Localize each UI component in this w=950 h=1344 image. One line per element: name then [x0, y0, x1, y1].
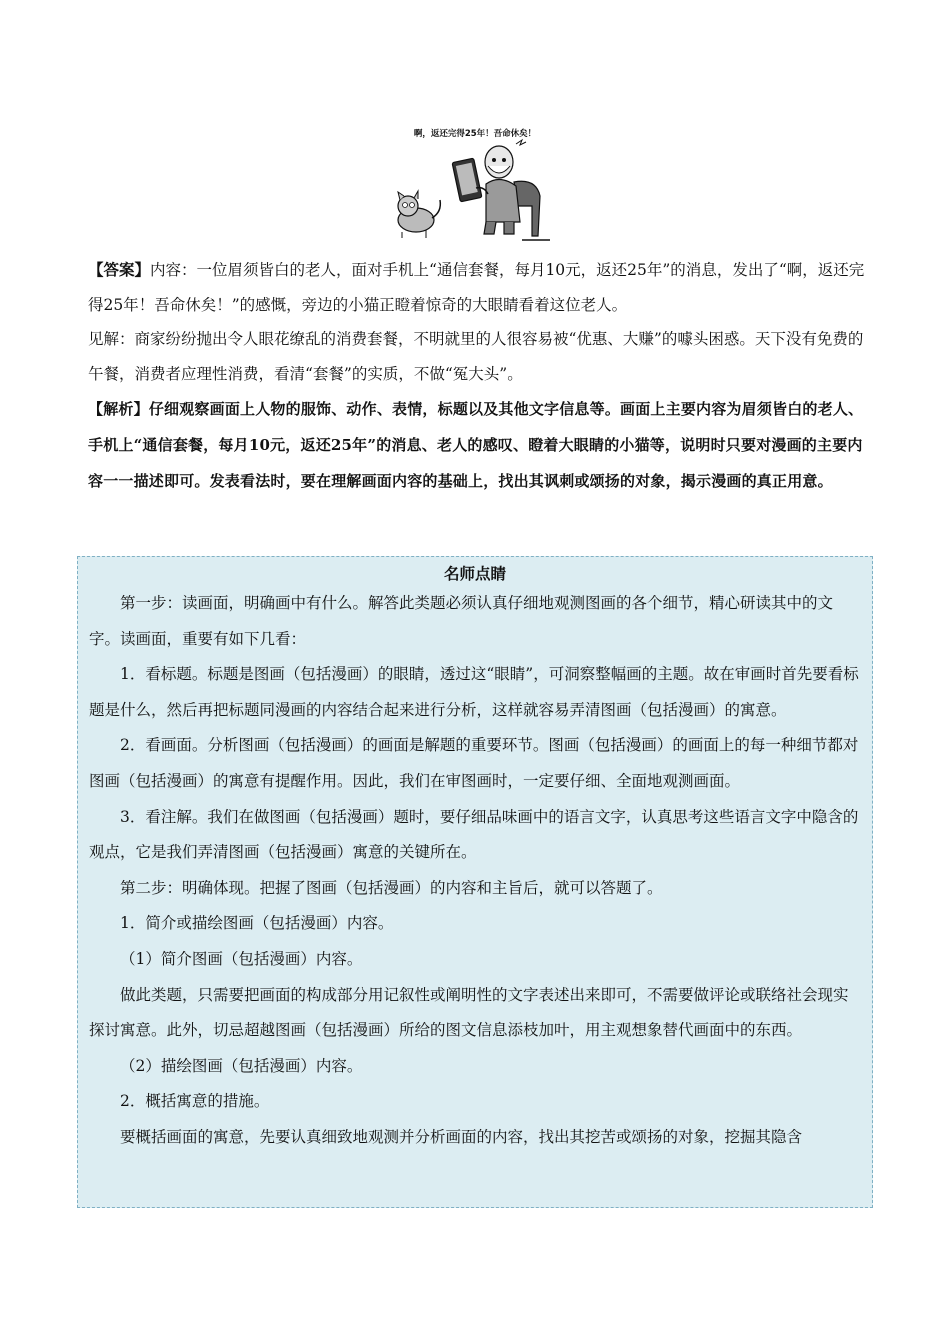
tips-body [78, 586, 872, 1156]
answer-text: 内容：一位眉须皆白的老人，面对手机上“通信套餐，每月10元，返还25年”的消息，发出了“啊，返还完得25年！吾命休矣！”的感慨，旁边的小猫正瞪着惊奇的大眼睛看着这位老人。 [88, 261, 865, 314]
cartoon-caption: 啊，返还完得25年！吾命休矣！ [413, 129, 537, 139]
tips-paragraph: 做此类题，只需要把画面的构成部分用记叙性或阐明性的文字表述出来即可，不需要做评论或联络社会现实探讨寓意。此外，切忌超越图画（包括漫画）所给的图文信息添枝加叶，用主观想象替代画面中的东西。 [89, 985, 849, 1040]
answer-label: 【答案】 [88, 260, 151, 279]
tips-paragraph: 2．概括寓意的措施。 [120, 1092, 270, 1111]
cartoon-old-man-phone-cat-illustration [382, 122, 568, 244]
tips-paragraph: 第一步：读画面，明确画中有什么。解答此类题必须认真仔细地观测图画的各个细节，精心研读其中的文字。读画面，重要有如下几看： [89, 594, 834, 648]
tips-paragraph: 2．看画面。分析图画（包括漫画）的画面是解题的重要环节。图画（包括漫画）的画面上的每一种细节都对图画（包括漫画）的寓意有提醒作用。因此，我们在审图画时，一定要仔细、全面地观测画面。 [89, 736, 859, 790]
tips-paragraph: 1．看标题。标题是图画（包括漫画）的眼睛，透过这“眼睛”，可洞察整幅画的主题。故在审画时首先要看标题是什么，然后再把标题同漫画的内容结合起来进行分析，这样就容易弄清图画（包括漫画）的寓意。 [89, 665, 859, 719]
tips-paragraph: 3．看注解。我们在做图画（包括漫画）题时，要仔细品味画中的语言文字，认真思考这些语言文字中隐含的观点，它是我们弄清图画（包括漫画）寓意的关键所在。 [89, 807, 859, 862]
tips-title: 名师点睛 [443, 564, 506, 583]
cartoon-illustration [382, 122, 568, 244]
tips-paragraph: 第二步：明确体现。把握了图画（包括漫画）的内容和主旨后，就可以答题了。 [120, 878, 663, 897]
teacher-tips-box [77, 556, 873, 1208]
opinion-paragraph: 见解：商家纷纷抛出令人眼花缭乱的消费套餐，不明就里的人很容易被“优惠、大赚”的噱头困惑。天下没有免费的午餐，消费者应理性消费，看清“套餐”的实质，不做“冤大头”。 [88, 330, 864, 383]
answer-paragraph [88, 252, 868, 323]
analysis-text: 仔细观察画面上人物的服饰、动作、表情，标题以及其他文字信息等。画面上主要内容为眉须皆白的老人、手机上“通信套餐，每月10元，返还25年”的消息、老人的感叹、瞪着大眼睛的小猫等，说明时只要对漫画的主要内容一一描述即可。发表看法时，要在理解画面内容的基础上，找出其讽刺或颂扬的对象，揭示漫画的真正用意。 [88, 400, 864, 490]
tips-paragraph: 1．简介或描绘图画（包括漫画）内容。 [120, 914, 394, 933]
tips-paragraph: 要概括画面的寓意，先要认真细致地观测并分析画面的内容，找出其挖苦或颂扬的对象，挖掘其隐含 [120, 1127, 803, 1146]
analysis-label: 【解析】 [88, 400, 149, 418]
tips-paragraph: （2）描绘图画（包括漫画）内容。 [120, 1056, 363, 1075]
analysis-paragraph [88, 391, 868, 499]
tips-paragraph: （1）简介图画（包括漫画）内容。 [120, 949, 363, 968]
